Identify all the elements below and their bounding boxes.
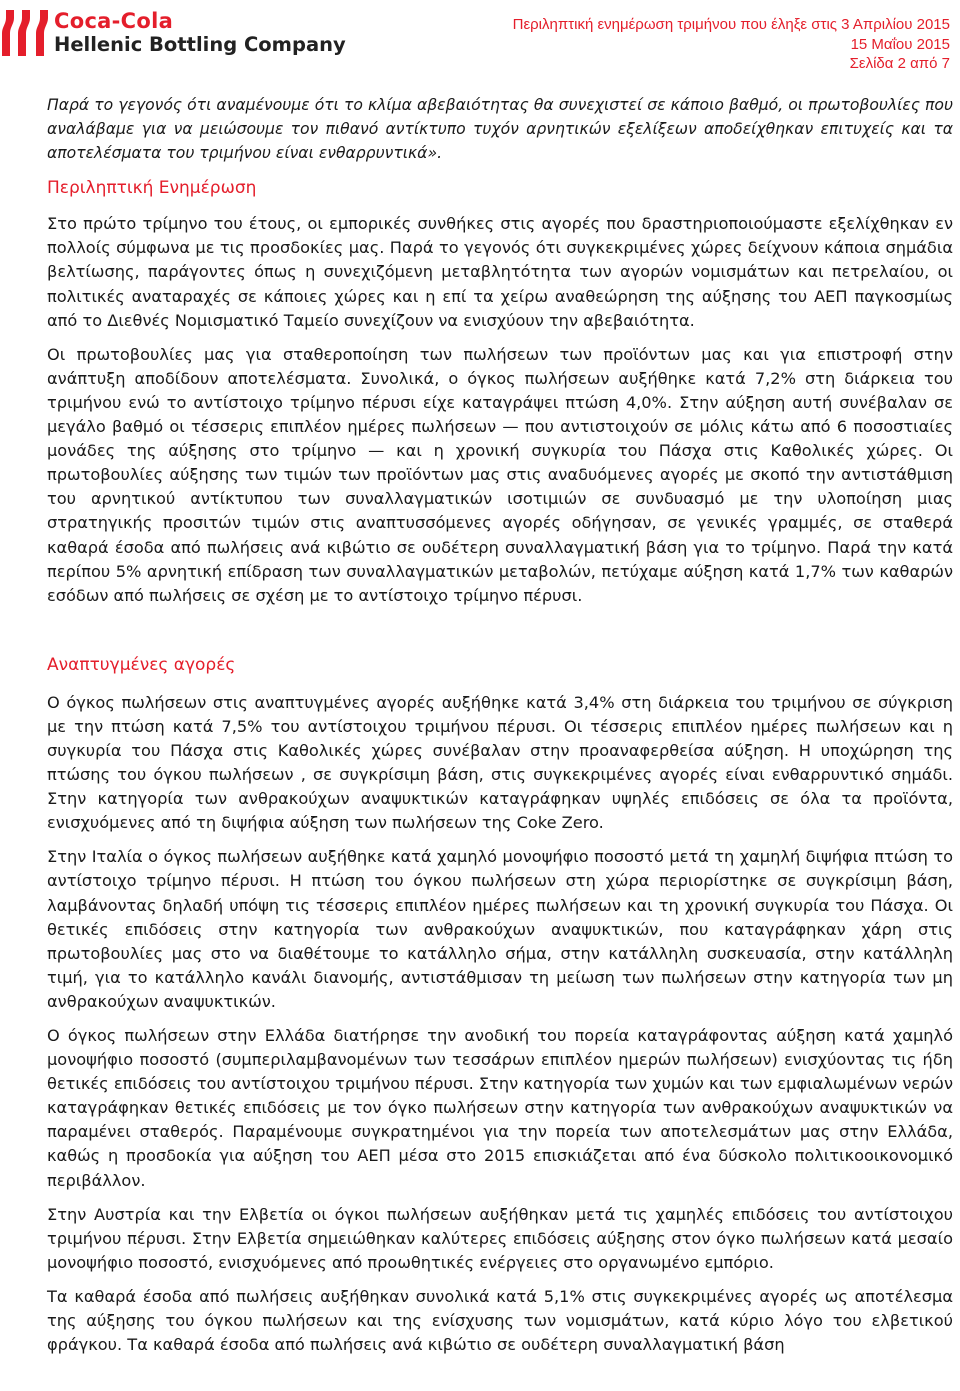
brand-name: Coca-Cola xyxy=(54,9,174,33)
section-heading-developed-markets: Αναπτυγμένες αγορές xyxy=(47,654,236,675)
paragraph: Στην Αυστρία και την Ελβετία οι όγκοι πωλήσεων αυξήθηκαν μετά τις χαμηλές επιδόσεις του αντίστοιχου τριμήνου πέρυσι. Στην Ελβετία σημειώθηκαν καλύτερες επιδόσεις αύξησης στον όγκο πωλήσεων κατά μεσαίο μονοψήφιο ποσοστό, ενισχυόμενες από προωθητικές ενέργειες στο οργανωμένο εμπόριο. xyxy=(47,1204,953,1272)
bottle-icon xyxy=(2,8,50,58)
paragraph: Ο όγκος πωλήσεων στις αναπτυγμένες αγορές αυξήθηκε κατά 3,4% στη διάρκεια του τριμήνου σε σύγκριση με την πτώση κατά 7,5% του αντίστοιχου τριμήνου πέρυσι. Οι τέσσερις επιπλέον ημέρες πωλήσεων και η συγκυρία του Πάσχα στις Καθολικές χώρες συνέβαλαν στην προαναφερθείσα αύξηση. Η υποχώρηση της πτώσης του όγκου πωλήσεων , σε συγκρίσιμη βάση, στις συγκεκριμένες αγορές είναι ενθαρρυντικό σημάδι. Στην κατηγορία των ανθρακούχων αναψυκτικών καταγράφηκαν υψηλές επιδόσεις σε όλα τα προϊόντα, ενισχυόμενες από τη διψήφια αύξηση των πωλήσεων της Coke Zero. xyxy=(47,692,953,833)
document-body xyxy=(47,93,953,1357)
brand-subtitle: Hellenic Bottling Company xyxy=(54,33,346,56)
section-heading-summary: Περιληπτική Ενημέρωση xyxy=(47,178,257,199)
paragraph: Τα καθαρά έσοδα από πωλήσεις αυξήθηκαν συνολικά κατά 5,1% στις συγκεκριμένες αγορές ως αποτέλεσμα της αύξησης του όγκου πωλήσεων και της ενίσχυσης των νομισμάτων, κατά κύριο λόγο του ελβετικού φράγκου. Τα καθαρά έσοδα από πωλήσεις ανά κιβώτιο σε ουδέτερη συναλλαγματική βάση xyxy=(47,1286,953,1355)
paragraph: Στην Ιταλία ο όγκος πωλήσεων αυξήθηκε κατά χαμηλό μονοψήφιο ποσοστό μετά τη χαμηλή διψήφια πτώση το αντίστοιχο τρίμηνο πέρυσι. Η πτώση του όγκου πωλήσεων στη χώρα περιορίστηκε σε συγκρίσιμη βάση, λαμβάνοντας δηλαδή υπόψη τις τέσσερις επιπλέον ημέρες πωλήσεων και τη χρονική συγκυρία του Πάσχα. Οι θετικές επιδόσεις στην κατηγορία των ανθρακούχων αναψυκτικών, που καταγράφηκαν χάρη στις πρωτοβουλίες μας στο να διαθέτουμε το κατάλληλο σήμα, στην κατάλληλη συσκευασία, στην κατάλληλη τιμή, για το κατάλληλο κανάλι διανομής, αντιστάθμισαν τη μείωση των πωλήσεων στην κατηγορία των μη ανθρακούχων αναψυκτικών. xyxy=(47,847,953,1011)
company-logo xyxy=(2,6,346,58)
document-title: Περιληπτική ενημέρωση τριμήνου που έληξε στις 3 Απριλίου 2015 xyxy=(512,16,950,33)
paragraph: Στο πρώτο τρίμηνο του έτους, οι εμπορικές συνθήκες στις αγορές που δραστηριοποιούμαστε εξελίχθηκαν εν πολλοίς σύμφωνα με τις προσδοκίες μας. Παρά το γεγονός ότι συγκεκριμένες χώρες δείχνουν κάποια σημάδια βελτίωσης, παράγοντες όπως η συνεχιζόμενη μεταβλητότητα των αγορών νομισμάτων και πετρελαίου, οι πολιτικές αναταραχές σε κάποιες χώρες και η επί τα χείρω αναθεώρηση της αύξησης του ΑΕΠ παγκοσμίως από το Διεθνές Νομισματικό Ταμείο συνεχίζουν να ενισχύουν την αβεβαιότητα. xyxy=(47,214,953,330)
paragraph: Οι πρωτοβουλίες μας για σταθεροποίηση των πωλήσεων των προϊόντων μας και για επιστροφή στην ανάπτυξη αποδίδουν αποτελέσματα. Συνολικά, ο όγκος πωλήσεων αυξήθηκε κατά 7,2% στη διάρκεια του τριμήνου ενώ το αντίστοιχο τρίμηνο πέρυσι είχε καταγράψει πτώση 4,0%. Στην αύξηση αυτή συνέβαλαν σε μεγάλο βαθμό οι τέσσερις επιπλέον ημέρες πωλήσεων — που αντιστοιχούν σε μόλις κάτω από 6 ποσοστιαίες μονάδες της αύξησης στο τρίμηνο — και η χρονική συγκυρία του Πάσχα στις Καθολικές χώρες. Οι πρωτοβουλίες αύξησης των τιμών των προϊόντων μας στις αναδυόμενες αγορές με σκοπό την αντιστάθμιση του αρνητικού αντίκτυπου των συναλλαγματικών ισοτιμιών σε συνδυασμό με την υλοποίηση μιας στρατηγικής προσιτών τιμών στις αναπτυσσόμενες αγορές οδήγησαν, σε γενικές γραμμές, σε σταθερά καθαρά έσοδα από πωλήσεις ανά κιβώτιο σε ουδέτερη συναλλαγματική βάση για το τρίμηνο. Παρά την κατά περίπου 5% αρνητική επίδραση των συναλλαγματικών μεταβολών, πετύχαμε αύξηση κατά 1,7% των καθαρών εσόδων από πωλήσεις σε σχέση με το αντίστοιχο τρίμηνο πέρυσι. xyxy=(47,344,953,605)
page-number: Σελίδα 2 από 7 xyxy=(849,55,950,72)
header-meta xyxy=(513,15,950,74)
intro-quote: Παρά το γεγονός ότι αναμένουμε ότι το κλίμα αβεβαιότητας θα συνεχιστεί σε κάποιο βαθμό, οι πρωτοβουλίες που αναλάβαμε για να μειώσουμε τον πιθανό αντίκτυπο τυχόν αρνητικών εξελίξεων αποδείχθηκαν επιτυχείς και τα αποτελέσματα του τριμήνου είναι ενθαρρυντικά». xyxy=(47,96,953,163)
document-date: 15 Μαΐου 2015 xyxy=(850,35,950,53)
page-header xyxy=(0,0,960,86)
paragraph: Ο όγκος πωλήσεων στην Ελλάδα διατήρησε την ανοδική του πορεία καταγράφοντας αύξηση κατά χαμηλό μονοψήφιο ποσοστό (συμπεριλαμβανομένων των τεσσάρων επιπλέον ημερών πωλήσεων) ενισχύοντας τις ήδη θετικές επιδόσεις του αντίστοιχου τριμήνου πέρυσι. Στην κατηγορία των χυμών και των εμφιαλωμένων νερών καταγράφηκαν θετικές επιδόσεις με τον όγκο πωλήσεων στην κατηγορία των ανθρακούχων αναψυκτικών να παραμένει σταθερός. Παραμένουμε συγκρατημένοι για την πορεία των αποτελεσμάτων μας στην Ελλάδα, καθώς η προσδοκία για αύξηση του ΑΕΠ μέσα στο 2015 επισκιάζεται από ένα δύσκολο πολιτικοοικονομικό περιβάλλον. xyxy=(47,1026,953,1190)
